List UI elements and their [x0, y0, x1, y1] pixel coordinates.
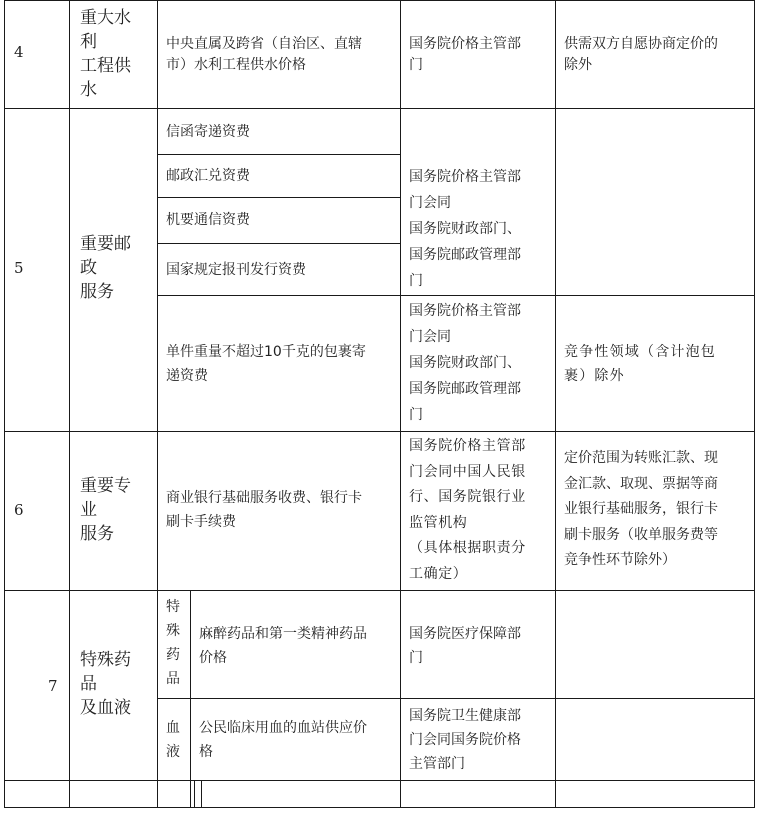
department-cell: 国务院价格主管部 门会同中国人民银 行、国务院银行业 监管机构 （具体根据职责分 工确定）: [409, 438, 526, 582]
item-cell: 单件重量不超过10千克的包裹寄 递资费: [166, 344, 366, 384]
department-cell: 国务院卫生健康部 门会同国务院价格 主管部门: [409, 708, 521, 772]
item-cell: 麻醉药品和第一类精神药品 价格: [199, 626, 367, 666]
category-cell: 特殊药 品 及血液: [80, 650, 131, 718]
sub-label-blood: 血 液: [166, 720, 180, 760]
item-cell: 国家规定报刊发行资费: [166, 262, 306, 278]
department-cell: 国务院医疗保障部 门: [409, 626, 521, 666]
row-number: 7: [48, 677, 58, 695]
row-number: 5: [14, 259, 24, 277]
item-cell: 商业银行基础服务收费、银行卡 刷卡手续费: [166, 490, 362, 530]
note-cell: 竞争性领域（含计泡包 裹）除外: [564, 344, 716, 384]
row-number: 4: [14, 43, 24, 61]
item-cell: 信函寄递资费: [166, 124, 250, 140]
sub-label-drugs: 特 殊 药 品: [166, 599, 180, 687]
item-cell: 机要通信资费: [166, 212, 250, 228]
category-cell: 重要邮 政 服务: [80, 234, 131, 302]
department-cell: 国务院价格主管部 门会同 国务院财政部门、 国务院邮政管理部 门: [409, 303, 521, 423]
category-cell: 重要专 业 服务: [80, 476, 131, 544]
item-cell: 中央直属及跨省（自治区、直辖 市）水利工程供水价格: [166, 36, 362, 73]
item-cell: 邮政汇兑资费: [166, 168, 250, 184]
category-cell: 重大水 利 工程供 水: [80, 8, 131, 100]
department-cell: 国务院价格主管部 门会同 国务院财政部门、 国务院邮政管理部 门: [409, 169, 521, 289]
item-cell: 公民临床用血的血站供应价 格: [199, 720, 367, 760]
row-number: 6: [14, 501, 24, 519]
note-cell: 供需双方自愿协商定价的 除外: [564, 36, 718, 73]
note-cell: 定价范围为转账汇款、现 金汇款、取现、票据等商 业银行基础服务，银行卡 刷卡服务（收单服务费等 竞争性环节除外）: [564, 450, 718, 568]
department-cell: 国务院价格主管部 门: [409, 36, 521, 73]
